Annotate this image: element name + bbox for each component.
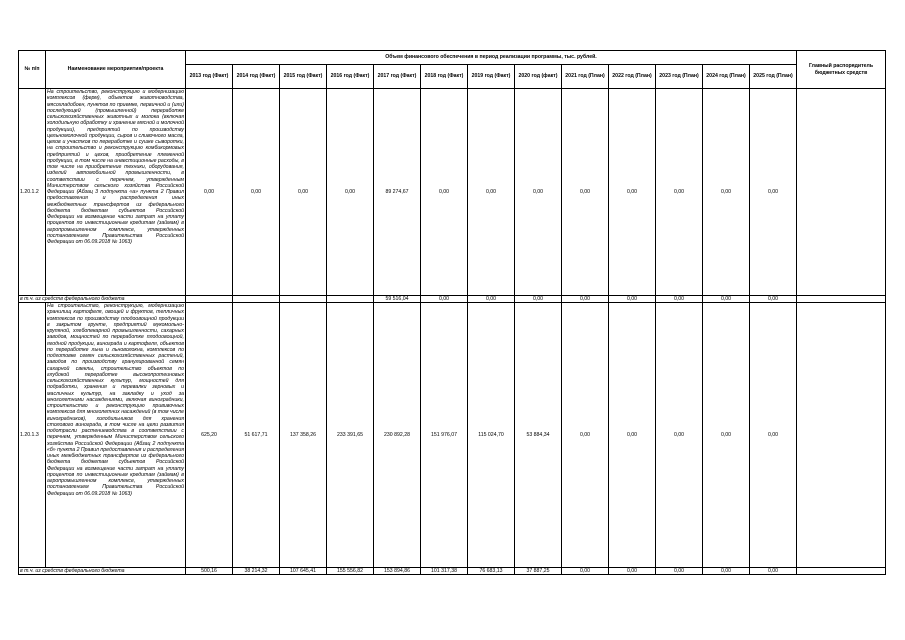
header-year: 2013 год (Факт) <box>186 65 233 89</box>
subrow-value: 37 887,25 <box>515 568 562 575</box>
header-year: 2024 год (План) <box>703 65 750 89</box>
row-value: 151 976,07 <box>421 303 468 568</box>
row-value: 625,20 <box>186 303 233 568</box>
header-year: 2016 год (Факт) <box>327 65 374 89</box>
subrow-value: 500,16 <box>186 568 233 575</box>
row-value: 115 024,70 <box>468 303 515 568</box>
subrow-value: 101 317,38 <box>421 568 468 575</box>
header-budget-distributor: Главный распорядитель бюджетных средств <box>797 51 886 89</box>
subrow-value <box>186 296 233 303</box>
row-value: 0,00 <box>609 89 656 296</box>
row-value: 233 391,65 <box>327 303 374 568</box>
row-description: На строительство, реконструкцию и модернизацию комплексов (ферм), объектов животноводства, мясохладобоен, пунктов по приемке, первичной и (или) последующей (промышленной) переработке сельскохозяйственных животных и молока (включая холодильную обработку и хранение мясной и молочной продукции), предприятий по производству цельномолочной продукции, сыров и сливочного масла, цехов и участков по переработке и сушке сыворотки, на строительство и реконструкцию комбикормовых предприятий и цехов, приобретение племенной продукции, в том числе на инвестиционные расходы, в том числе на приобретение техники, оборудования, изделий автомобильной промышленности, в соответствии с перечнем, утвержденным Министерством сельского хозяйства Российской Федерации (Абзац 3 подпункта «а» пункта 2 Правил предоставления и распределения иных межбюджетных трансфертов из федерального бюджета бюджетам субъектов Российской Федерации на возмещение части затрат на уплату процентов по инвестиционным кредитам (займам) в агропромышленном комплексе, утвержденных постановлением Правительства Российской Федерации от 06.09.2018 № 1063) <box>46 89 186 296</box>
header-year: 2017 год (Факт) <box>374 65 421 89</box>
subrow-value: 0,00 <box>703 296 750 303</box>
header-year: 2019 год (Факт) <box>468 65 515 89</box>
subrow-value: 153 894,86 <box>374 568 421 575</box>
subrow-value: 0,00 <box>609 296 656 303</box>
subrow-value: 0,00 <box>515 296 562 303</box>
subrow-value: 0,00 <box>750 568 797 575</box>
subrow-label: в т.ч. из средств федерального бюджета <box>19 568 186 575</box>
table-subrow <box>19 568 886 575</box>
row-value: 0,00 <box>562 303 609 568</box>
row-value: 0,00 <box>609 303 656 568</box>
subrow-value: 38 214,32 <box>233 568 280 575</box>
row-value: 53 884,34 <box>515 303 562 568</box>
row-value: 0,00 <box>233 89 280 296</box>
row-distributor <box>797 303 886 568</box>
row-value: 137 358,26 <box>280 303 327 568</box>
header-measure-name: Наименование мероприятия/проекта <box>46 51 186 89</box>
subrow-value: 59 516,04 <box>374 296 421 303</box>
table-row <box>19 303 886 568</box>
row-value: 0,00 <box>750 89 797 296</box>
row-distributor <box>797 89 886 296</box>
header-year: 2014 год (Факт) <box>233 65 280 89</box>
row-value: 0,00 <box>750 303 797 568</box>
subrow-value: 155 556,82 <box>327 568 374 575</box>
header-row-number: № п/п <box>19 51 46 89</box>
row-value: 0,00 <box>186 89 233 296</box>
subrow-value <box>327 296 374 303</box>
subrow-value <box>280 296 327 303</box>
row-value: 0,00 <box>327 89 374 296</box>
header-year: 2022 год (План) <box>609 65 656 89</box>
subrow-value: 0,00 <box>421 296 468 303</box>
header-year: 2023 год (План) <box>656 65 703 89</box>
row-value: 0,00 <box>468 89 515 296</box>
row-value: 230 892,28 <box>374 303 421 568</box>
subrow-value: 0,00 <box>656 296 703 303</box>
row-value: 51 617,71 <box>233 303 280 568</box>
table-row <box>19 89 886 296</box>
row-value: 0,00 <box>656 89 703 296</box>
subrow-value: 0,00 <box>468 296 515 303</box>
subrow-distributor <box>797 568 886 575</box>
subrow-distributor <box>797 296 886 303</box>
subrow-value: 0,00 <box>750 296 797 303</box>
subrow-label: в т.ч. из средств федерального бюджета <box>19 296 186 303</box>
row-value: 0,00 <box>703 303 750 568</box>
row-value: 0,00 <box>515 89 562 296</box>
subrow-value: 0,00 <box>609 568 656 575</box>
subrow-value: 0,00 <box>562 296 609 303</box>
subrow-value: 76 683,13 <box>468 568 515 575</box>
subrow-value: 0,00 <box>703 568 750 575</box>
subrow-value <box>233 296 280 303</box>
header-year: 2021 год (План) <box>562 65 609 89</box>
budget-table <box>18 50 886 575</box>
table-subrow <box>19 296 886 303</box>
header-year: 2025 год (План) <box>750 65 797 89</box>
row-value: 0,00 <box>703 89 750 296</box>
header-year: 2015 год (Факт) <box>280 65 327 89</box>
row-code: 1.20.1.3 <box>19 303 46 568</box>
header-year: 2020 год (факт) <box>515 65 562 89</box>
row-value: 0,00 <box>656 303 703 568</box>
row-value: 0,00 <box>562 89 609 296</box>
header-financing-volume: Объем финансового обеспечения в период реализации программы, тыс. рублей. <box>186 51 797 65</box>
row-code: 1.20.1.2 <box>19 89 46 296</box>
subrow-value: 107 645,41 <box>280 568 327 575</box>
header-year: 2018 год (Факт) <box>421 65 468 89</box>
row-description: На строительство, реконструкцию, модернизацию хранилищ картофеля, овощей и фруктов, тепличных комплексов по производству плодоовощной продукции в закрытом грунте, предприятий мукомольно-крупяной, хлебопекарной промышленности, сахарных заводов, мощностей по переработке плодоовощной, ягодной продукции, винограда и картофеля, объектов по переработке льна и льноволокна, комплексов по подготовке семян сельскохозяйственных растений, заводов по производству гранулированной семян сахарной свеклы, строительство объектов по глубокой переработке высокопротеиновых сельскохозяйственных культур, мощностей для подработки, хранения и перевалки зерновых и масличных культур, на закладку и уход за многолетними насаждениями, включая виноградники, строительство и реконструкцию прививочных комплексов для многолетних насаждений (в том числе виноградников), холодильников для хранения столового винограда, в том числе на цели развития подотрасли растениеводства в соответствии с перечнем, утвержденным Министерством сельского хозяйства Российской Федерации (Абзац 2 подпункта «б» пункта 2 Правил предоставления и распределения иных межбюджетных трансфертов из федерального бюджета бюджетам субъектов Российской Федерации на возмещение части затрат на уплату процентов по инвестиционным кредитам (займам) в агропромышленном комплексе, утвержденных постановлением Правительства Российской Федерации от 06.09.2018 № 1063) <box>46 303 186 568</box>
row-value: 89 274,67 <box>374 89 421 296</box>
subrow-value: 0,00 <box>656 568 703 575</box>
row-value: 0,00 <box>280 89 327 296</box>
subrow-value: 0,00 <box>562 568 609 575</box>
row-value: 0,00 <box>421 89 468 296</box>
